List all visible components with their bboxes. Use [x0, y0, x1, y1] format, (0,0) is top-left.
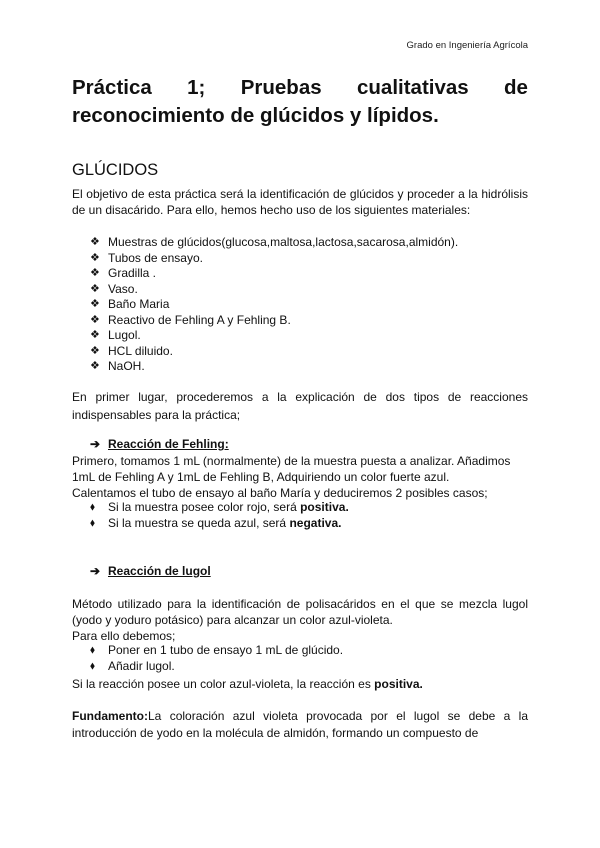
list-item: ❖ Lugol.: [90, 328, 141, 342]
lugol-result: Si la reacción posee un color azul-violeta, la reacción es positiva.: [72, 677, 423, 691]
diamond-bullet-icon: ❖: [90, 298, 100, 310]
list-item: ⬧ Si la muestra posee color rojo, será positiva.: [90, 500, 349, 514]
list-item: ❖ Tubos de ensayo.: [90, 250, 203, 265]
document-title: [72, 74, 528, 130]
list-item: ❖ Reactivo de Fehling A y Fehling B.: [90, 312, 291, 327]
list-item: ❖ Muestras de glúcidos(glucosa,maltosa,lactosa,sacarosa,almidón).: [90, 235, 459, 249]
fehling-line-3: Calentamos el tubo de ensayo al baño María y deduciremos 2 posibles casos;: [72, 486, 488, 500]
list-item: ❖ Vaso.: [90, 281, 138, 296]
diamond-bullet-icon: ❖: [90, 360, 100, 372]
title-word: Práctica: [72, 76, 152, 99]
lugol-steps-list: [90, 643, 343, 674]
lugol-para-ello: Para ello debemos;: [72, 629, 176, 643]
lugol-description: Método utilizado para la identificación de polisacáridos en el que se mezcla lugol (yodo y yoduro potásico) para alcanzar un color azul-violeta.: [72, 597, 528, 627]
list-item: ⬧ Si la muestra se queda azul, será negativa.: [90, 515, 342, 530]
lugol-heading: ➔ Reacción de lugol: [90, 564, 211, 578]
round-bullet-icon: ⬧: [90, 516, 95, 529]
list-item: ❖ Gradilla .: [90, 266, 157, 280]
title-word: 1;: [187, 76, 206, 99]
title-word: de: [504, 76, 528, 99]
round-bullet-icon: ⬧: [90, 501, 95, 513]
title-word: cualitativas: [357, 76, 469, 99]
title-line-1: [72, 74, 528, 102]
diamond-bullet-icon: ❖: [90, 313, 100, 326]
list-item: ⬧ Añadir lugol.: [90, 658, 175, 673]
diamond-bullet-icon: ❖: [90, 329, 100, 341]
arrow-right-icon: ➔: [90, 564, 101, 578]
round-bullet-icon: ⬧: [90, 659, 95, 672]
page-header: Grado en Ingeniería Agrícola: [406, 40, 528, 51]
list-item: ❖ Baño Maria: [90, 297, 170, 311]
arrow-right-icon: ➔: [90, 437, 101, 451]
list-item: ⬧ Poner en 1 tubo de ensayo 1 mL de glúcido.: [90, 643, 344, 657]
materials-list: [90, 235, 458, 375]
fehling-line-2: 1mL de Fehling A y 1mL de Fehling B, Adquiriendo un color fuerte azul.: [72, 470, 450, 484]
diamond-bullet-icon: ❖: [90, 282, 100, 295]
reactions-intro-paragraph: En primer lugar, procederemos a la explicación de dos tipos de reacciones indispensables para la práctica;: [72, 390, 528, 422]
title-line-2: reconocimiento de glúcidos y lípidos.: [72, 104, 439, 127]
diamond-bullet-icon: ❖: [90, 344, 100, 357]
intro-paragraph: El objetivo de esta práctica será la identificación de glúcidos y proceder a la hidrólisis de un disacárido. Para ello, hemos hecho uso de los siguientes materiales:: [72, 187, 528, 217]
section-heading-glucidos: GLÚCIDOS: [72, 161, 159, 179]
list-item: ❖ NaOH.: [90, 359, 145, 373]
diamond-bullet-icon: ❖: [90, 251, 100, 264]
fehling-line-1: Primero, tomamos 1 mL (normalmente) de la muestra puesta a analizar. Añadimos: [72, 454, 511, 468]
title-word: Pruebas: [240, 76, 322, 99]
list-item: ❖ HCL diluido.: [90, 343, 173, 358]
fundamento-paragraph: Fundamento:La coloración azul violeta provocada por el lugol se debe a la introducción de yodo en la molécula de almidón, formando un compuesto de: [72, 709, 528, 740]
round-bullet-icon: ⬧: [90, 644, 95, 656]
fehling-heading: ➔ Reacción de Fehling:: [90, 437, 229, 451]
diamond-bullet-icon: ❖: [90, 236, 100, 248]
fehling-cases-list: [90, 500, 349, 531]
diamond-bullet-icon: ❖: [90, 267, 100, 279]
